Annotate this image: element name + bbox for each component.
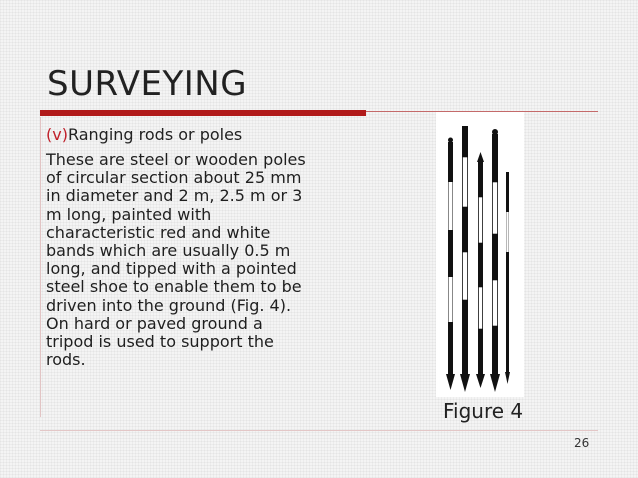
title-underline-accent bbox=[40, 110, 366, 116]
rod-5 bbox=[505, 172, 510, 384]
ranging-rods-illustration bbox=[436, 112, 524, 397]
body-paragraph: These are steel or wooden poles of circular section about 25 mm in diameter and 2 m, 2.5 m or 3 m long, painted with characteristic red and white bands which are usually 0.5 m long, and tipped with a pointed steel shoe to enable them to be driven into the ground (Fig. 4). On hard or paved ground a tripod is used to support the rods. bbox=[46, 150, 306, 370]
rod-2 bbox=[460, 126, 470, 392]
section-heading bbox=[46, 125, 242, 145]
page-number: 26 bbox=[574, 436, 590, 450]
footer-rule bbox=[40, 430, 598, 431]
rod-1 bbox=[446, 138, 455, 391]
figure-ranging-rods bbox=[436, 112, 524, 397]
rod-4 bbox=[490, 129, 500, 392]
section-heading-text: Ranging rods or poles bbox=[67, 125, 243, 144]
left-margin-rule bbox=[40, 117, 41, 417]
figure-caption: Figure 4 bbox=[443, 399, 524, 423]
slide-title: SURVEYING bbox=[47, 64, 248, 104]
section-number: (v) bbox=[46, 125, 68, 144]
rod-3 bbox=[476, 152, 485, 388]
